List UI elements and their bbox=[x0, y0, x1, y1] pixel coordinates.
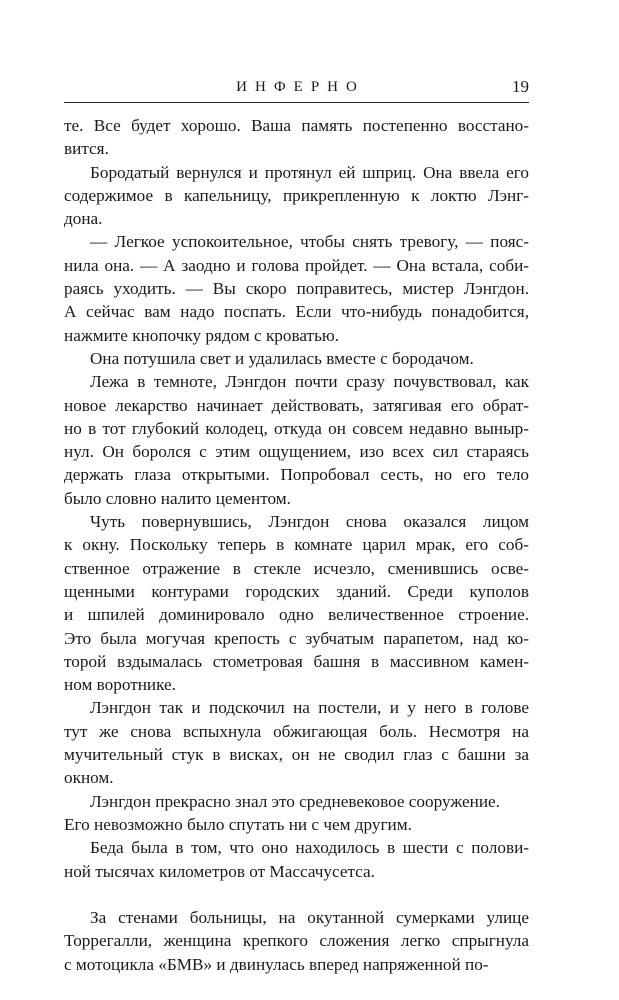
body-text bbox=[64, 114, 529, 976]
text-line: мучительный стук в висках, он не сводил глаз с башни за bbox=[64, 745, 529, 765]
text-line: щенными контурами городских зданий. Среди куполов bbox=[64, 581, 529, 601]
text-line: Торрегалли, женщина крепкого сложения легко спрыгнула bbox=[64, 931, 529, 951]
running-title: ИНФЕРНО bbox=[236, 79, 365, 95]
text-line: с мотоцикла «БМВ» и двинулась вперед напряженной по- bbox=[64, 954, 489, 974]
text-line: те. Все будет хорошо. Ваша память постепенно восстано- bbox=[64, 116, 529, 135]
text-line: держать глаза открытыми. Попробовал сесть, но его тело bbox=[64, 465, 529, 485]
paragraph bbox=[64, 813, 529, 836]
text-line: новое лекарство начинает действовать, затягивая его обрат- bbox=[64, 395, 529, 415]
text-line: нажмите кнопочку рядом с кроватью. bbox=[64, 325, 340, 345]
text-line: тут же снова вспыхнула обжигающая боль. Несмотря на bbox=[64, 721, 529, 741]
text-line: нила она. — А заодно и голова пройдет. — Она встала, соби- bbox=[64, 255, 529, 275]
text-line: Чуть повернувшись, Лэнгдон снова оказался лицом bbox=[90, 512, 529, 532]
text-line: ном воротнике. bbox=[64, 675, 176, 695]
paragraph bbox=[64, 906, 529, 976]
paragraph bbox=[64, 790, 529, 813]
text-line: но в тот глубокий колодец, откуда он совсем недавно выныр- bbox=[64, 418, 529, 438]
text-line: Лэнгдон прекрасно знал это средневековое сооружение. bbox=[90, 791, 500, 811]
page-number: 19 bbox=[512, 77, 529, 96]
paragraph bbox=[64, 510, 529, 696]
section-break bbox=[64, 883, 529, 906]
text-line: Это была могучая крепость с зубчатым парапетом, над ко- bbox=[64, 628, 529, 648]
text-line: ственное отражение в стекле исчезло, сменившись осве- bbox=[64, 558, 529, 578]
paragraph bbox=[64, 161, 529, 231]
text-line: Его невозможно было спутать ни с чем другим. bbox=[64, 814, 412, 834]
text-line: содержимое в капельницу, прикрепленную к локтю Лэнг- bbox=[64, 185, 529, 205]
text-line: За стенами больницы, на окутанной сумерками улице bbox=[90, 908, 529, 928]
text-line: окном. bbox=[64, 768, 114, 788]
paragraph bbox=[64, 370, 529, 510]
text-line: А сейчас вам надо поспать. Если что-нибудь понадобится, bbox=[64, 302, 529, 322]
text-line: Лэнгдон так и подскочил на постели, и у него в голове bbox=[90, 698, 529, 718]
paragraph bbox=[64, 114, 529, 161]
text-line: дона. bbox=[64, 209, 103, 229]
text-line: и шпилей доминировало одно величественное строение. bbox=[64, 605, 529, 625]
paragraph bbox=[64, 347, 529, 370]
text-line: ной тысячах километров от Массачусетса. bbox=[64, 861, 375, 881]
paragraph bbox=[64, 836, 529, 883]
text-line: Она потушила свет и удалилась вместе с бородачом. bbox=[90, 348, 474, 368]
paragraph bbox=[64, 230, 529, 346]
text-line: Беда была в том, что оно находилось в шести с полови- bbox=[90, 838, 529, 858]
text-line: нул. Он боролся с этим ощущением, изо всех сил стараясь bbox=[64, 442, 529, 462]
text-line: было словно налито цементом. bbox=[64, 488, 291, 508]
text-line: — Легкое успокоительное, чтобы снять тревогу, — пояс- bbox=[90, 232, 529, 252]
text-line: раясь уходить. — Вы скоро поправитесь, мистер Лэнгдон. bbox=[64, 279, 529, 299]
text-line: вится. bbox=[64, 139, 109, 159]
paragraph bbox=[64, 696, 529, 789]
running-header bbox=[64, 76, 529, 103]
text-line: торой вздымалась стометровая башня в массивном камен- bbox=[64, 651, 529, 671]
text-line: к окну. Поскольку теперь в комнате царил мрак, его соб- bbox=[64, 535, 529, 555]
text-line: Бородатый вернулся и протянул ей шприц. Она ввела его bbox=[90, 162, 529, 182]
text-line: Лежа в темноте, Лэнгдон почти сразу почувствовал, как bbox=[90, 372, 529, 392]
